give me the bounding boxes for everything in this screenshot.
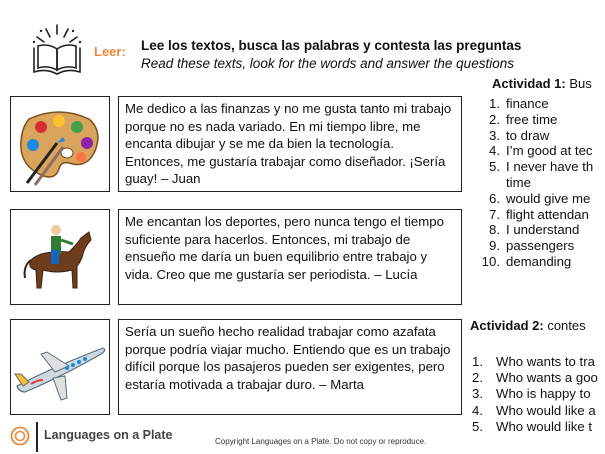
text-juan: Me dedico a las finanzas y no me gusta tanto mi trabajo porque no es nada variado. En mi tiempo libre, me encanta dibujar y se me da bien la tecnología. Entonces, me gustaría trabajar como diseñador. ¡Sería guay! – Juan — [118, 96, 462, 192]
text-row-2 — [10, 209, 462, 305]
list-item: 3. Who is happy to — [472, 386, 591, 402]
activity-1-title: Actividad 1: — [492, 76, 566, 91]
text-lucia: Me encantan los deportes, pero nunca tengo el tiempo suficiente para hacerlos. Entonces, mi trabajo de ensueño me daría un buen equilibrio entre trabajo y vida. Creo que me gustaría ser periodista. – Lucía — [118, 209, 462, 305]
brand-name: Languages on a Plate — [44, 428, 173, 442]
activity-1-heading — [492, 76, 592, 91]
list-item: 5. I never have th — [489, 159, 594, 175]
list-item: time — [506, 174, 531, 190]
list-item: 9. passengers — [489, 238, 575, 254]
list-item: 4. Who would like a — [472, 402, 596, 418]
horse-rider-icon — [11, 210, 108, 303]
list-item: 10. demanding — [481, 253, 572, 269]
copyright-notice: Copyright Languages on a Plate. Do not copy or reproduce. — [215, 437, 427, 446]
picture-frame — [10, 319, 110, 415]
picture-frame — [10, 96, 110, 192]
page-title: Lee los textos, busca las palabras y contesta las preguntas — [141, 38, 522, 53]
list-item: 1. finance — [489, 96, 549, 111]
activity-1-instruction: Bus — [569, 76, 592, 91]
brand-logo-icon — [10, 426, 30, 446]
list-item: 6. would give me — [489, 190, 591, 206]
list-item: 3. to draw — [489, 127, 550, 143]
list-item: 2. Who wants a goo — [472, 370, 598, 386]
list-item: 8. I understand — [489, 222, 580, 238]
leer-label: Leer: — [94, 44, 126, 59]
list-item: 1. Who wants to tra — [472, 354, 595, 369]
list-item: 5. Who would like t — [472, 418, 593, 434]
paint-palette-icon — [11, 97, 108, 190]
list-item: 4. I’m good at tec — [489, 143, 593, 159]
list-item: 7. flight attendan — [489, 206, 589, 222]
text-row-1 — [10, 96, 462, 192]
list-item: 2. free time — [489, 111, 558, 127]
text-row-3 — [10, 319, 462, 415]
activity-2-title: Actividad 2: — [470, 318, 544, 333]
airplane-icon — [11, 320, 108, 413]
picture-frame — [10, 209, 110, 305]
open-book-icon — [28, 22, 86, 78]
question-list — [472, 354, 598, 435]
footer-divider — [36, 422, 38, 452]
text-marta: Sería un sueño hecho realidad trabajar como azafata porque podría viajar mucho. Entiendo que es un trabajo difícil porque los pasajeros pueden ser exigentes, pero estaría motivada a trabajar duro. – Marta — [118, 319, 462, 415]
vocab-list — [478, 96, 593, 270]
activity-2-instruction: contes — [547, 318, 586, 333]
page-subtitle: Read these texts, look for the words and answer the questions — [141, 56, 514, 71]
activity-2-heading — [470, 318, 586, 333]
